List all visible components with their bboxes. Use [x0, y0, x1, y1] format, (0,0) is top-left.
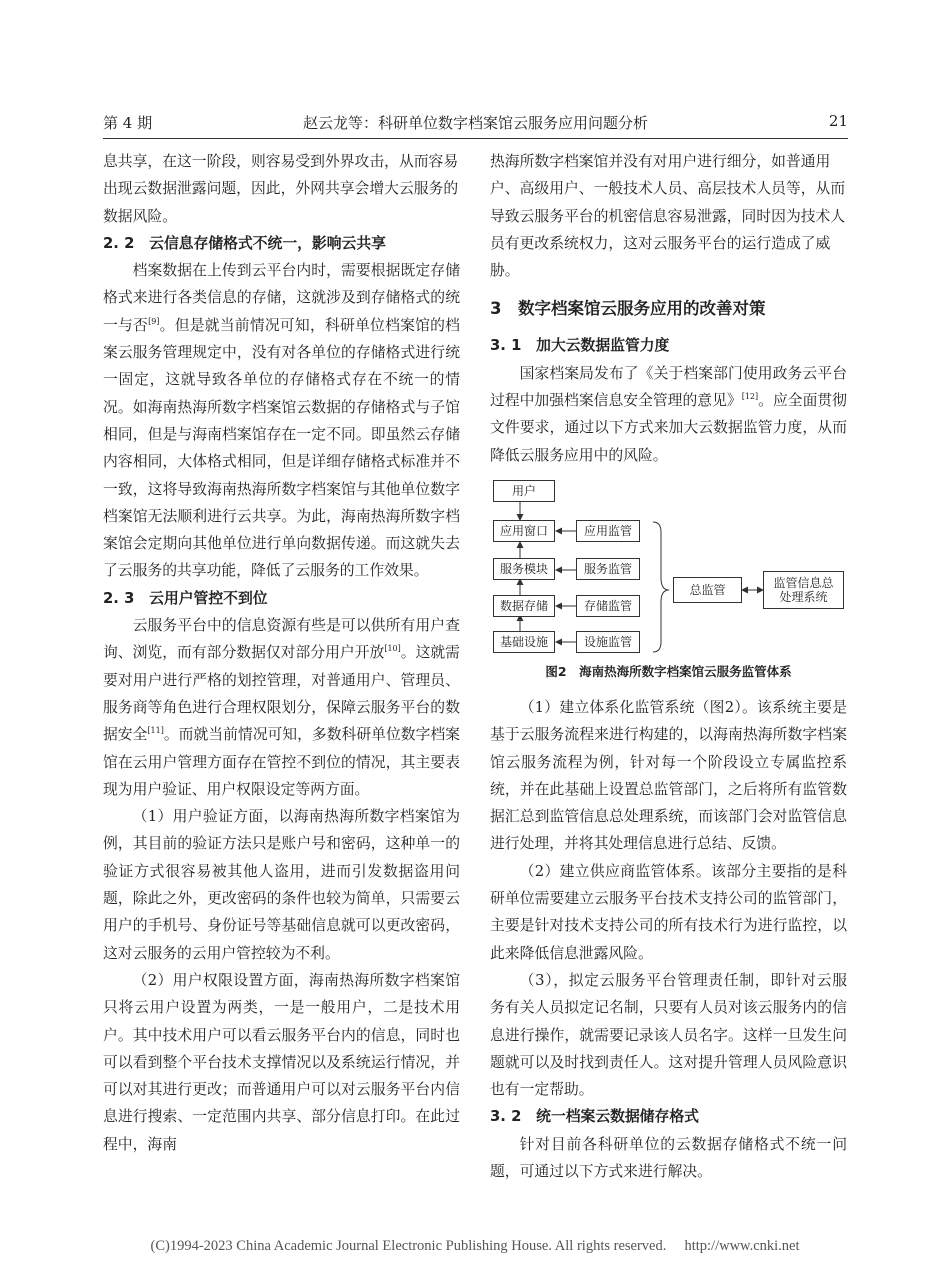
- section-heading-3-1: 3. 1 加大云数据监管力度: [490, 337, 670, 355]
- box-general-monitor: 总监管: [673, 577, 742, 603]
- citation: [9]: [148, 316, 160, 326]
- box-monitor-info-system: 监管信息总处理系统: [763, 571, 844, 609]
- box-facility-monitor: 设施监管: [576, 631, 640, 653]
- paragraph: 息共享，在这一阶段，则容易受到外界攻击，从而容易出现云数据泄露问题，因此，外网共享会增大云服务的数据风险。: [103, 153, 459, 225]
- paragraph: （2）建立供应商监管体系。该部分主要指的是科研单位需要建立云服务平台技术支持公司的监管部门，主要是针对技术支持公司的所有技术行为进行监控，以此来降低信息泄露风险。: [490, 862, 847, 962]
- paragraph: 云服务平台中的信息资源有些是可以供所有用户查询、浏览，而有部分数据仅对部分用户开放[10]。这就需要对用户进行严格的划控管理，对普通用户、管理员、服务商等角色进行合理权限划分，保障云服务平台的数据安全[11]。而就当前情况可知，多数科研单位数字档案馆在云用户管理方面存在管控不到位的情况，其主要表现为用户验证、用户权限设定等两方面。: [103, 617, 460, 798]
- paragraph: 档案数据在上传到云平台内时，需要根据既定存储格式来进行各类信息的存储，这就涉及到存储格式的统一与否[9]。但是就当前情况可知，科研单位档案馆的档案云服务管理规定中，没有对各单位的存储格式进行统一固定，这就导致各单位的存储格式存在不统一的情况。如海南热海所数字档案馆云数据的存储格式与子馆相同，但是与海南档案馆存在一定不同。即虽然云存储内容相同，大体格式相同，但是详细存储格式标准并不一致，这将导致海南热海所数字档案馆与其他单位数字档案馆无法顺利进行云共享。为此，海南热海所数字档案馆会定期向其他单位进行单向数据传递。而这就失去了云服务的共享功能，降低了云服务的工作效果。: [103, 262, 460, 580]
- citation: [12]: [741, 392, 759, 402]
- citation: [11]: [147, 726, 164, 736]
- header-rule: [103, 138, 848, 139]
- box-storage-monitor: 存储监管: [576, 595, 640, 617]
- running-title: 赵云龙等：科研单位数字档案馆云服务应用问题分析: [302, 114, 648, 132]
- issue-number: 第 4 期: [103, 114, 153, 132]
- box-service-monitor: 服务监管: [576, 558, 640, 580]
- box-app-monitor: 应用监管: [576, 520, 640, 542]
- paragraph: 热海所数字档案馆并没有对用户进行细分，如普通用户、高级用户、一般技术人员、高层技术人员等，从而导致云服务平台的机密信息容易泄露，同时因为技术人员有更改系统权力，这对云服务平台的运行造成了威胁。: [490, 153, 846, 280]
- grouping-brace: [653, 522, 669, 652]
- paragraph: 国家档案局发布了《关于档案部门使用政务云平台过程中加强档案信息安全管理的意见》[12]。应全面贯彻文件要求，通过以下方式来加大云数据监管力度，从而降低云服务应用中的风险。: [490, 364, 847, 464]
- paragraph: （2）用户权限设置方面，海南热海所数字档案馆只将云用户设置为两类，一是一般用户，二是技术用户。其中技术用户可以看云服务平台内的信息，同时也可以看到整个平台技术支撑情况以及系统运行情况，并可以对其进行更改；而普通用户可以对云服务平台内信息进行搜索、一定范围内共享、部分信息打印。在此过程中，海南: [103, 971, 460, 1153]
- citation: [10]: [384, 644, 401, 654]
- page-number: 21: [828, 112, 848, 130]
- box-data-storage: 数据存储: [493, 595, 555, 617]
- paragraph: （3），拟定云服务平台管理责任制，即针对云服务有关人员拟定记名制，只要有人员对该云服务内的信息进行操作，就需要记录该人员名字。这样一旦发生问题就可以及时找到责任人。这对提升管理人员风险意识也有一定帮助。: [490, 971, 847, 1099]
- copyright-footer: (C)1994-2023 China Academic Journal Electronic Publishing House. All rights reserved. http://www.cnki.net: [150, 1238, 800, 1254]
- box-user: 用户: [493, 480, 555, 502]
- section-heading-3-2: 3. 2 统一档案云数据储存格式: [490, 1108, 699, 1126]
- figure-2-diagram: [490, 478, 847, 656]
- box-app-window: 应用窗口: [493, 520, 555, 542]
- section-heading-2-2: 2. 2 云信息存储格式不统一，影响云共享: [103, 234, 386, 252]
- box-service-module: 服务模块: [493, 558, 555, 580]
- figure-caption: 图2 海南热海所数字档案馆云服务监管体系: [545, 663, 792, 679]
- paragraph: （1）用户验证方面，以海南热海所数字档案馆为例，其目前的验证方法只是账户号和密码，这种单一的验证方式很容易被其他人盗用，进而引发数据盗用问题，除此之外，更改密码的条件也较为简单，只需要云用户的手机号、身份证号等基础信息就可以更改密码，这对云服务的云用户管控较为不利。: [103, 808, 460, 962]
- running-header: [103, 112, 848, 136]
- box-infrastructure: 基础设施: [493, 631, 555, 653]
- right-column: [490, 148, 847, 1185]
- section-heading-2-3: 2. 3 云用户管控不到位: [103, 589, 268, 607]
- section-heading-3: 3 数字档案馆云服务应用的改善对策: [490, 299, 766, 319]
- paragraph: （1）建立体系化监管系统（图2）。该系统主要是基于云服务流程来进行构建的，以海南热海所数字档案馆云服务流程为例，针对每一个阶段设立专属监控系统，并在此基础上设置总监管部门，之后将所有监管数据汇总到监管信息总处理系统，而该部门会对监管信息进行处理，并将其处理信息进行总结、反馈。: [490, 698, 847, 853]
- left-column: [103, 148, 460, 1158]
- paragraph: 针对目前各科研单位的云数据存储格式不统一问题，可通过以下方式来进行解决。: [490, 1135, 847, 1181]
